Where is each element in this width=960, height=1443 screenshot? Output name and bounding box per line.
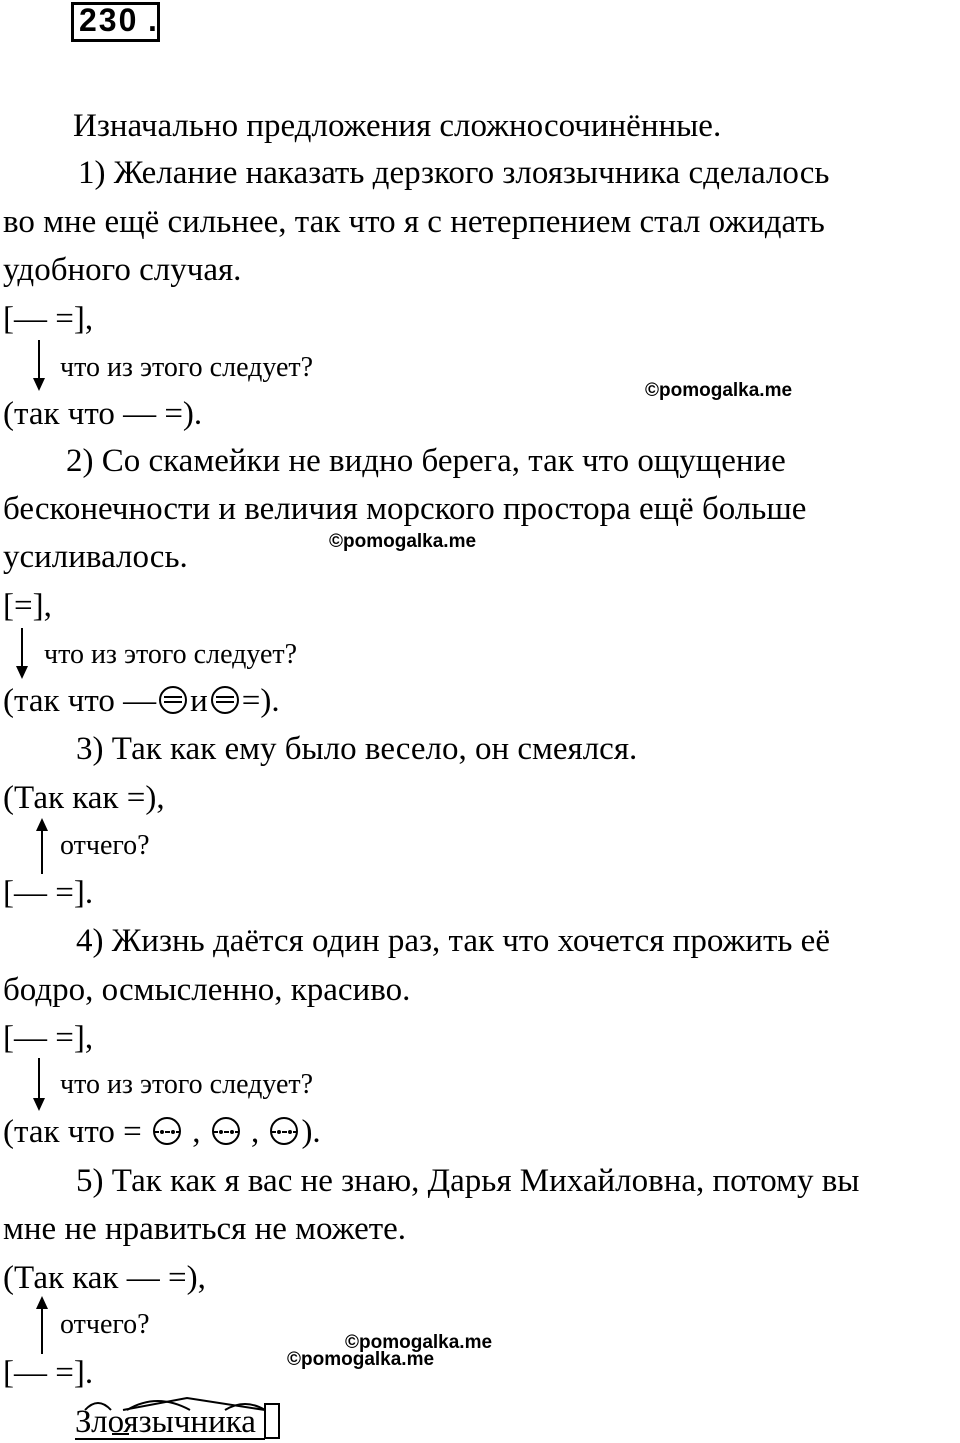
exercise-number: 230 (79, 2, 139, 38)
subject-circle-icon (156, 685, 190, 722)
item2-question: что из этого следует? (44, 639, 298, 670)
item3-scheme-main: (Так как =), (3, 780, 165, 816)
subject-circle-icon (208, 685, 242, 722)
scheme-part: =). (241, 683, 280, 720)
item5-line2: мне не нравиться не можете. (3, 1211, 407, 1247)
watermark: ©pomogalka.me (329, 531, 477, 552)
item1-question: что из этого следует? (60, 352, 314, 383)
item5-scheme-sub: [— =]. (3, 1355, 94, 1391)
scheme-part: (так что — (3, 683, 157, 720)
item1-line2: во мне ещё сильнее, так что я с нетерпением стал ожидать (3, 204, 825, 240)
item2-scheme-sub (3, 685, 280, 722)
scheme-part: , (192, 1114, 201, 1151)
scheme-part: ). (301, 1114, 321, 1151)
scheme-part: и (190, 683, 208, 720)
watermark: ©pomogalka.me (287, 1349, 435, 1370)
item4-line1: 4) Жизнь даётся один раз, так что хочется прожить её (76, 923, 830, 959)
adverbial-circle-icon (267, 1116, 301, 1153)
arrow-down-icon (32, 340, 46, 392)
item2-scheme-main: [=], (3, 588, 52, 624)
item1-scheme-sub: (так что — =). (3, 396, 203, 432)
item3-scheme-sub: [— =]. (3, 875, 94, 911)
item5-line1: 5) Так как я вас не знаю, Дарья Михайловна, потому вы (76, 1163, 860, 1199)
arrow-down-icon (32, 1058, 46, 1112)
arrow-down-icon (15, 628, 29, 680)
exercise-number-dot: . (148, 2, 157, 38)
arrow-up-icon (35, 1296, 49, 1354)
item4-scheme-sub (3, 1116, 321, 1153)
item2-line2: бесконечности и величия морского простора ещё больше (3, 491, 807, 527)
item4-line2: бодро, осмысленно, красиво. (3, 972, 411, 1008)
item5-scheme-main: (Так как — =), (3, 1260, 206, 1296)
item4-question: что из этого следует? (60, 1069, 314, 1100)
intro-text: Изначально предложения сложносочинённые. (73, 108, 722, 144)
scheme-part: (так что = (3, 1114, 142, 1151)
watermark: ©pomogalka.me (345, 1332, 493, 1353)
item1-line3: удобного случая. (3, 252, 242, 288)
watermark: ©pomogalka.me (645, 380, 793, 401)
item4-scheme-main: [— =], (3, 1020, 94, 1056)
scheme-part: , (250, 1114, 260, 1151)
adverbial-circle-icon (150, 1116, 184, 1153)
morph-word: Злоязычника (75, 1404, 256, 1440)
adverbial-circle-icon (209, 1116, 243, 1153)
arrow-up-icon (35, 818, 49, 874)
item2-line1: 2) Со скамейки не видно берега, так что ощущение (66, 443, 786, 479)
morpheme-marks-icon (75, 1390, 285, 1440)
item3-line1: 3) Так как ему было весело, он смеялся. (76, 731, 638, 767)
item3-question: отчего? (60, 830, 150, 861)
item2-line3: усиливалось. (3, 539, 188, 575)
item1-scheme-main: [— =], (3, 301, 94, 337)
item1-line1: 1) Желание наказать дерзкого злоязычника сделалось (78, 155, 830, 191)
item5-question: отчего? (60, 1309, 150, 1340)
